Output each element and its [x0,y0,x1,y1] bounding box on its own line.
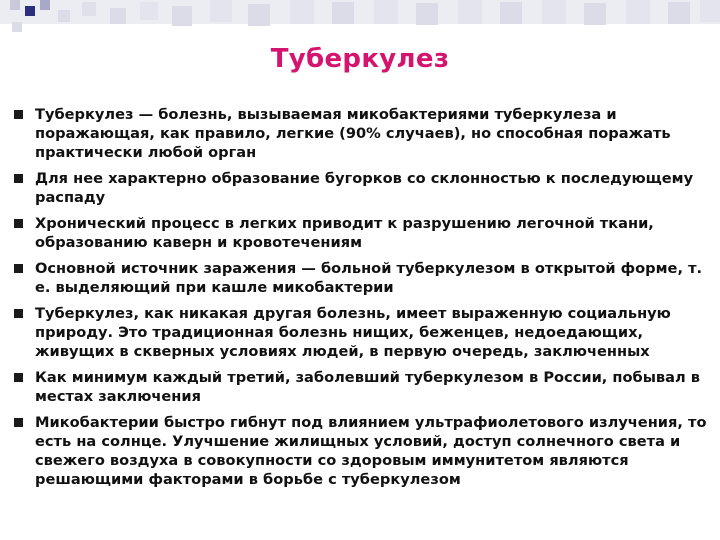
bullet-item [10,214,710,252]
bullet-item [10,105,710,162]
page-title: Туберкулез [270,44,450,74]
square-bullet-icon [14,309,23,318]
bullet-text: Туберкулез — болезнь, вызываемая микобактериями туберкулеза и поражающая, как правило, легкие (90% случаев), но способная поражать практически любой орган [35,106,671,161]
bullet-item [10,304,710,361]
bullet-item [10,413,710,489]
bullet-list [10,105,710,496]
bullet-item [10,169,710,207]
bullet-text: Для нее характерно образование бугорков со склонностью к последующему распаду [35,170,694,206]
square-bullet-icon [14,219,23,228]
square-bullet-icon [14,373,23,382]
bullet-text: Основной источник заражения — больной туберкулезом в открытой форме, т. е. выделяющий при кашле микобактерии [35,260,703,296]
bullet-item [10,368,710,406]
bullet-text: Туберкулез, как никакая другая болезнь, имеет выраженную социальную природу. Это традиционная болезнь нищих, беженцев, недоедающих, живущих в скверных условиях людей, в первую очередь, заключенных [35,305,671,360]
bullet-item [10,259,710,297]
square-bullet-icon [14,264,23,273]
square-bullet-icon [14,418,23,427]
bullet-text: Хронический процесс в легких приводит к разрушению легочной ткани, образованию каверн и кровотечениям [35,215,654,251]
square-bullet-icon [14,174,23,183]
square-bullet-icon [14,110,23,119]
bullet-text: Микобактерии быстро гибнут под влиянием ультрафиолетового излучения, то есть на солнце. Улучшение жилищных условий, доступ солнечного света и свежего воздуха в совокупности со здоровым иммунитетом являются решающими факторами в борьбе с туберкулезом [35,414,707,488]
decorative-header-squares [0,0,720,40]
bullet-text: Как минимум каждый третий, заболевший туберкулезом в России, побывал в местах заключения [35,369,700,405]
